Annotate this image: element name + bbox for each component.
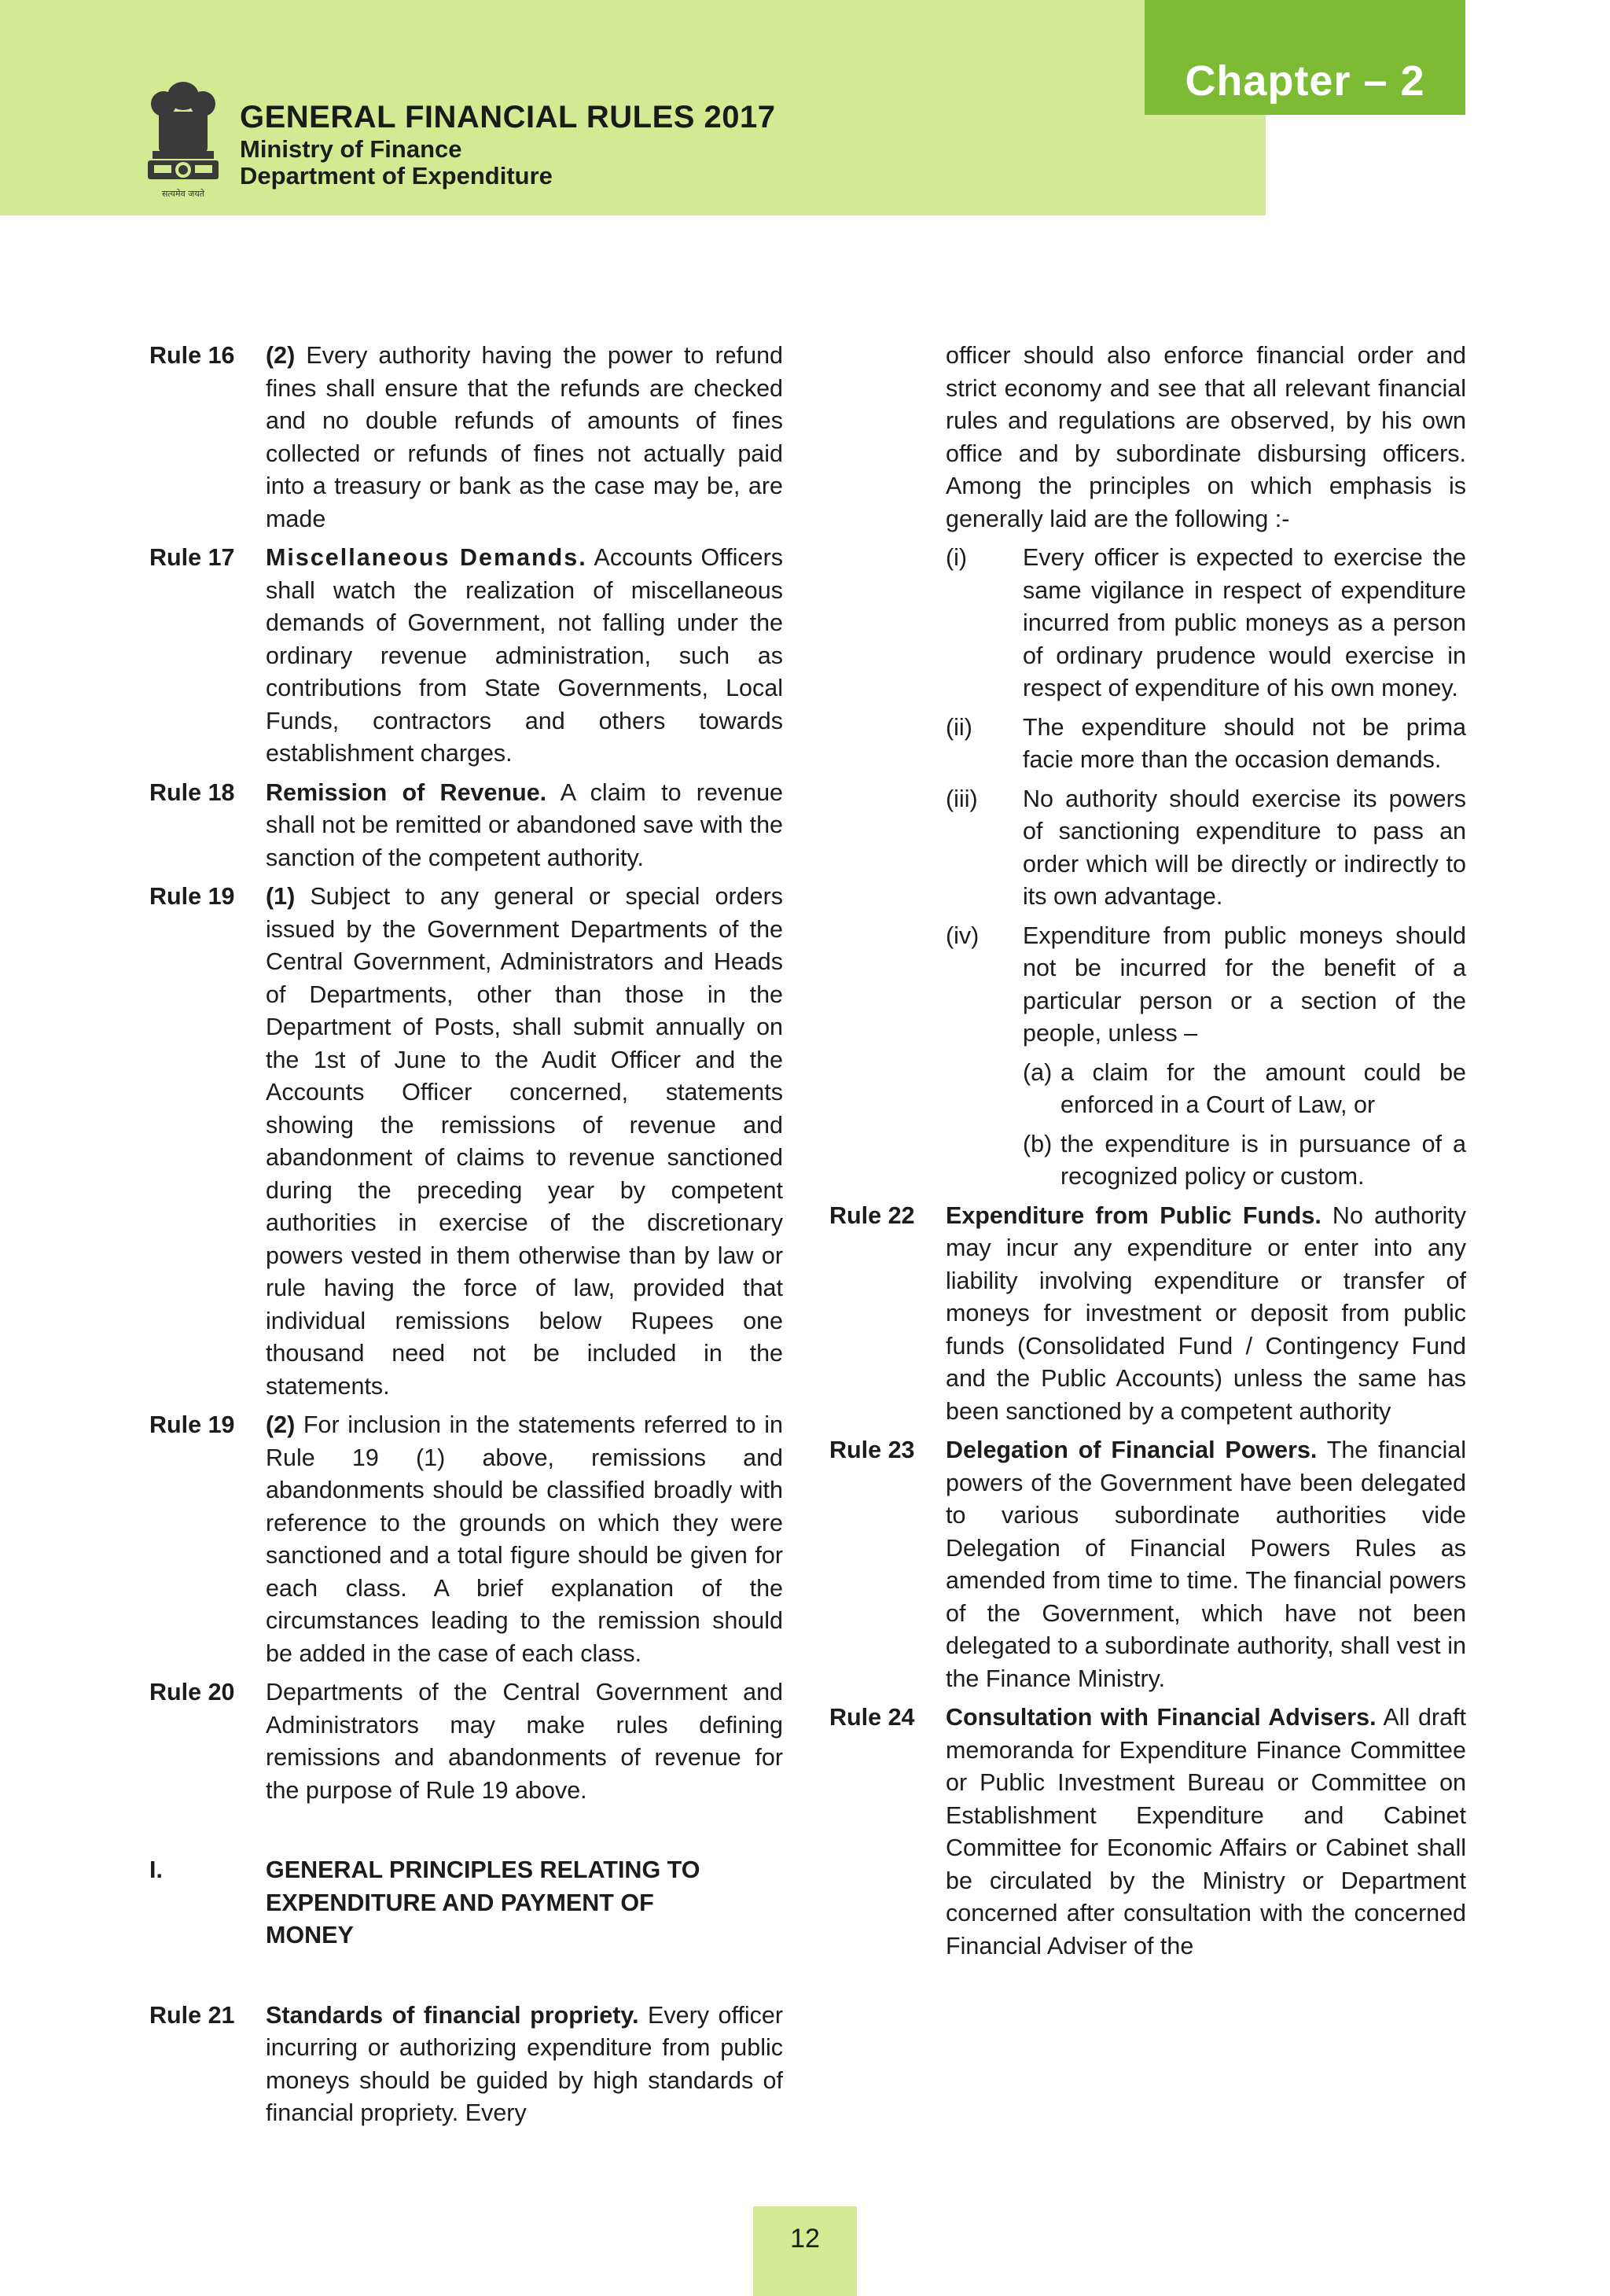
rule-label: Rule 24 bbox=[829, 1704, 915, 1731]
rule-text: Miscellaneous Demands. Accounts Officers shall watch the realization of miscellaneous demands of Government, not falling under the ordinary revenue administration, such as contributions from State Governments, Local Funds, contractors and others towards establishment charges. bbox=[266, 544, 783, 767]
section-number: I. bbox=[149, 1856, 163, 1883]
item-number: (i) bbox=[946, 544, 968, 571]
rule-text: Standards of financial propriety. Every officer incurring or authorizing expenditure from public moneys should be guided by high standards of financial propriety. Every bbox=[266, 2001, 783, 2126]
page-number-box bbox=[753, 2206, 857, 2296]
page-number: 12 bbox=[790, 2224, 820, 2254]
rule-16 bbox=[149, 340, 783, 535]
section-title: GENERAL PRINCIPLES RELATING TO EXPENDITURE AND PAYMENT OF MONEY bbox=[266, 1856, 700, 1948]
rule-text: (2) Every authority having the power to refund fines shall ensure that the refunds are checked and no double refunds of amounts of fines collected or refunds of fines not actually paid into a treasury or bank as the case may be, are made bbox=[266, 342, 783, 532]
rule-19-1 bbox=[149, 881, 783, 1403]
rule-21-continuation: officer should also enforce financial order and strict economy and see that all relevant financial rules and regulations are observed, by his own office and by subordinate disbursing officers. Among the principles on which emphasis is generally laid are the following :- bbox=[946, 342, 1466, 532]
rule-label: Rule 21 bbox=[149, 2001, 235, 2029]
section-heading bbox=[149, 1854, 783, 1952]
rule-label: Rule 19 bbox=[149, 1411, 235, 1438]
right-column bbox=[829, 340, 1466, 1969]
principle-item bbox=[946, 783, 1466, 914]
department-name: Department of Expenditure bbox=[240, 162, 553, 189]
rule-22 bbox=[829, 1200, 1466, 1429]
rule-text: Remission of Revenue. A claim to revenue shall not be remitted or abandoned save with the sanction of the competent authority. bbox=[266, 778, 784, 871]
item-number: (a) bbox=[1023, 1058, 1053, 1086]
ministry-name: Ministry of Finance bbox=[240, 135, 462, 163]
emblem-motto: सत्यमेव जयते bbox=[161, 189, 205, 199]
item-text: a claim for the amount could be enforced in a Court of Law, or bbox=[1060, 1058, 1466, 1118]
item-text: The expenditure should not be prima facie more than the occasion demands. bbox=[1023, 713, 1466, 773]
rule-text: (2) For inclusion in the statements referred to in Rule 19 (1) above, remissions and abandonments should be classified broadly with reference to the grounds on which they were sanctioned and a total figure should be given for each class. A brief explanation of the circumstances leading to the remission should be added in the case of each class. bbox=[266, 1411, 783, 1667]
item-number: (iii) bbox=[946, 785, 978, 812]
rule-text: (1) Subject to any general or special orders issued by the Government Departments of the Central Government, Administrators and Heads of Departments, other than those in the Department of Posts, shall submit annually on the 1st of June to the Audit Officer and the Accounts Officer concerned, statements showing the remissions of revenue and abandonment of claims to revenue sanctioned during the preceding year by competent authorities in exercise of the discretionary powers vested in them otherwise than by law or rule having the force of law, provided that individual remissions below Rupees one thousand need not be included in the statements. bbox=[266, 883, 783, 1400]
rule-label: Rule 23 bbox=[829, 1437, 915, 1463]
rule-label: Rule 16 bbox=[149, 342, 235, 369]
rule-18 bbox=[149, 777, 783, 875]
item-text: the expenditure is in pursuance of a recognized policy or custom. bbox=[1060, 1130, 1466, 1190]
rule-19-2 bbox=[149, 1409, 783, 1670]
rule-20 bbox=[149, 1676, 783, 1807]
rule-text: Departments of the Central Government and Administrators may make rules defining remissions and abandonments of revenue for the purpose of Rule 19 above. bbox=[266, 1679, 783, 1804]
rule-text: Consultation with Financial Advisers. All draft memoranda for Expenditure Finance Committee or Public Investment Bureau or Committee on Establishment Expenditure and Cabinet Committee for Economic Affairs or Cabinet shall be circulated by the Ministry or Department concerned after consultation with the concerned Financial Adviser of the bbox=[946, 1704, 1466, 1959]
document-title: GENERAL FINANCIAL RULES 2017 bbox=[240, 100, 776, 134]
rule-label: Rule 20 bbox=[149, 1679, 235, 1705]
item-text: No authority should exercise its powers of sanctioning expenditure to pass an order which will be directly or indirectly to its own advantage. bbox=[1023, 785, 1466, 910]
rule-label: Rule 17 bbox=[149, 544, 235, 571]
rule-label: Rule 22 bbox=[829, 1201, 915, 1229]
rule-24 bbox=[829, 1702, 1466, 1963]
principle-item bbox=[946, 712, 1466, 777]
rule-text: Delegation of Financial Powers. The financial powers of the Government have been delegated to various subordinate authorities vide Delegation of Financial Powers Rules as amended from time to time. The financial powers of the Government, which have not been delegated to a subordinate authority, shall vest in the Finance Ministry. bbox=[946, 1437, 1466, 1692]
left-column bbox=[149, 340, 783, 2136]
principle-item bbox=[946, 920, 1466, 1050]
item-text: Expenditure from public moneys should not be incurred for the benefit of a particular person or a section of the people, unless – bbox=[1023, 922, 1466, 1047]
rule-23 bbox=[829, 1434, 1466, 1695]
rule-text: Expenditure from Public Funds. No authority may incur any expenditure or enter into any liability involving expenditure or transfer of moneys for investment or deposit from public funds (Consolidated Fund / Contingency Fund and the Public Accounts) unless the same has been sanctioned by a competent authority bbox=[946, 1201, 1466, 1425]
rule-label: Rule 19 bbox=[149, 883, 235, 910]
item-text: Every officer is expected to exercise the same vigilance in respect of expenditure incurred from public moneys as a person of ordinary prudence would exercise in respect of expenditure of his own money. bbox=[1023, 544, 1466, 701]
rule-21 bbox=[149, 2000, 783, 2130]
item-number: (b) bbox=[1023, 1130, 1053, 1157]
national-emblem-icon bbox=[140, 72, 226, 204]
item-number: (iv) bbox=[946, 922, 980, 949]
chapter-label: Chapter – 2 bbox=[1185, 57, 1425, 105]
item-number: (ii) bbox=[946, 713, 972, 741]
chapter-tab bbox=[1145, 0, 1465, 115]
sub-principle-item bbox=[1023, 1057, 1466, 1122]
rule-17 bbox=[149, 542, 783, 771]
principle-item bbox=[946, 542, 1466, 705]
sub-principle-item bbox=[1023, 1128, 1466, 1194]
rule-label: Rule 18 bbox=[149, 778, 235, 806]
